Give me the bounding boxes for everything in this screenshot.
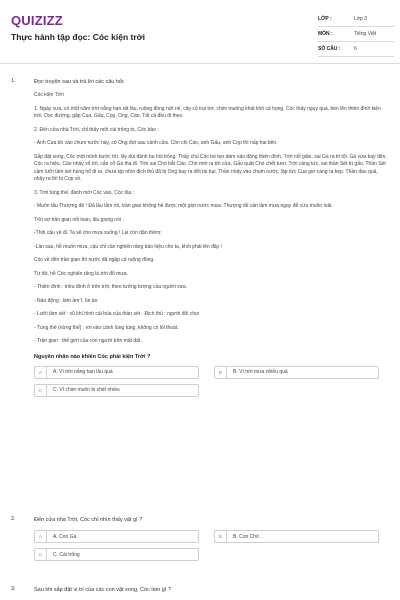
option-letter: B bbox=[215, 531, 227, 542]
option-text: A. Con Gà bbox=[53, 533, 77, 540]
answer-options bbox=[34, 530, 389, 561]
option-text: C. Vì chim muôn bị chết nhiều bbox=[53, 387, 120, 393]
glossary-item: - Thiên đình : triều đình ở trên trời, theo tưởng tượng của người xưa. bbox=[34, 284, 188, 290]
answer-option-a[interactable] bbox=[34, 366, 199, 379]
meta-row-subject bbox=[318, 27, 394, 42]
sub-question: Nguyên nhân nào khiến Cóc phải kiện Trời ? bbox=[34, 353, 151, 360]
passage-paragraph: 2. Đến cửa nhà Trời, chỉ thấy một cái trống to, Cóc bảo : bbox=[34, 126, 159, 133]
answer-options bbox=[34, 366, 389, 397]
passage-paragraph: Trời sợ trần gian nổi loạn, dịu giọng nói : bbox=[34, 216, 124, 223]
passage-paragraph: -Thôi cậu về đi. Ta sẽ cho mưa xuống ! Lại còn dặn thêm: bbox=[34, 230, 162, 236]
option-letter: A bbox=[35, 531, 47, 542]
passage-paragraph: - Anh Cua bò vào chum nước này, cô Ong đợi sau cánh cửa. Còn chị Cáo, anh Gấu, anh Cọp thì nấp hai bên. bbox=[34, 140, 278, 146]
passage-title: Cóc kiện Trời bbox=[34, 92, 64, 98]
passage-paragraph: 3. Trời túng thế, đành mời Cóc vào. Cóc tâu : bbox=[34, 189, 135, 196]
question-text: Đến cửa nhà Trời, Cóc chỉ nhìn thấy vật gì ? bbox=[34, 517, 143, 523]
meta-key: MÔN : bbox=[318, 31, 333, 37]
option-text: B. Con Chó bbox=[233, 533, 259, 540]
meta-value: 6 bbox=[354, 46, 357, 52]
passage-paragraph: - Muôn tâu Thượng đế ! Đã lâu lắm rồi, trần gian không hề được một giọt nước mưa. Thượng đế cần làm mưa ngay để cứu muôn loài. bbox=[34, 203, 333, 209]
answer-option-c[interactable] bbox=[34, 548, 199, 561]
question-body bbox=[34, 516, 389, 561]
meta-key: SỐ CÂU : bbox=[318, 46, 341, 52]
question-body bbox=[34, 78, 389, 397]
answer-option-b[interactable] bbox=[214, 530, 379, 543]
glossary-item: - Náo động : làm ầm ĩ, ồn ào bbox=[34, 297, 98, 304]
option-text: C. Cái trống bbox=[53, 551, 80, 558]
meta-value: Tiếng Việt bbox=[354, 31, 377, 37]
option-text: A. Vì trời nắng hạn lâu quá bbox=[53, 369, 113, 375]
logo: QUIZIZZ bbox=[11, 13, 63, 28]
option-letter: C bbox=[35, 549, 47, 560]
option-letter: A bbox=[35, 367, 47, 378]
meta-row-grade bbox=[318, 12, 394, 27]
passage-paragraph: Từ đó, hễ Cóc nghiến răng là trời đổ mưa. bbox=[34, 270, 128, 277]
meta-table bbox=[318, 12, 394, 57]
question-text: Sau khi sắp đặt vị trí của các con vật xong, Cóc làm gì ? bbox=[34, 587, 171, 593]
header-divider bbox=[0, 63, 400, 64]
question-body bbox=[34, 586, 389, 594]
option-letter: C bbox=[35, 385, 47, 396]
passage-paragraph: -Lần sau, hễ muốn mưa, cậu chỉ cần nghiến răng báo hiệu cho ta, khỏi phải lên đây ! bbox=[34, 243, 222, 250]
answer-option-a[interactable] bbox=[34, 530, 199, 543]
answer-option-b[interactable] bbox=[214, 366, 379, 379]
question-number: 2. bbox=[11, 516, 16, 522]
question-number: 1. bbox=[11, 78, 16, 84]
answer-option-c[interactable] bbox=[34, 384, 199, 397]
glossary-item: - Túng thế (nừng thế) : rơi vào cảnh lúng túng, không có lối thoát. bbox=[34, 324, 179, 331]
passage-paragraph: Sắp đặt xong, Cóc một mình bước tới, lấy dùi đánh ba hồi trống. Thấy chú Cóc bé tẹo dám náo động thiên đình, Trời nổi giận, sai Gà ra trị tội. Gà vừa bay đến, Cóc ra hiệu, Cáo nhảy xổ tới, cắn cổ Gà tha đi. Trời sai Chó bắt Cáo. Chó mới ra tới cửa, Gấu quật Chó chết tươi. Trời càng tức, sai thần Sét trị gấu. Thần Sét cầm lưỡi tầm sét hùng hổ đi ra, chưa kịp nhìn địch thủ đã bị Ong bay ra đốt túi bụi. Thần nhảy vào chum nước, lập tức Cua giơ càng ra kẹp. Thần đau quá, nhảy ra thì bị Cọp vồ. bbox=[34, 153, 387, 182]
glossary-item: - Lưỡi tầm sét : vũ khí hình cái búa của thần sét - Địch thủ : người đối chọi bbox=[34, 311, 199, 317]
meta-row-count bbox=[318, 42, 394, 57]
passage-paragraph: 1. Ngày xưa, có một năm trời nắng hạn rất lâu, ruộng đồng nứt nẻ, cây cỏ trụi trơ, chim muông khát khô cả họng. Cóc thấy nguy quá, bèn lên thiên đình kiện trời. Dọc đường, gặp Cua, Gấu, Cọp, Ong, Cáo. Tất cả đều đi theo. bbox=[34, 105, 381, 119]
option-text: B. Vì trời mưa nhiều quá bbox=[233, 369, 288, 375]
worksheet-title: Thực hành tập đọc: Cóc kiện trời bbox=[11, 32, 146, 42]
question-text: Đọc truyện sau và trả lời các câu hỏi: bbox=[34, 79, 125, 85]
meta-value: Lớp 3 bbox=[354, 16, 368, 22]
passage-paragraph: Cóc về đến trần gian thì nước đã ngập cả ruộng đồng. bbox=[34, 257, 155, 263]
meta-key: LỚP : bbox=[318, 16, 332, 22]
option-letter: B bbox=[215, 367, 227, 378]
glossary-item: - Trần gian : thế giới của con người trên mặt đất. bbox=[34, 338, 142, 344]
question-number: 3. bbox=[11, 586, 16, 592]
